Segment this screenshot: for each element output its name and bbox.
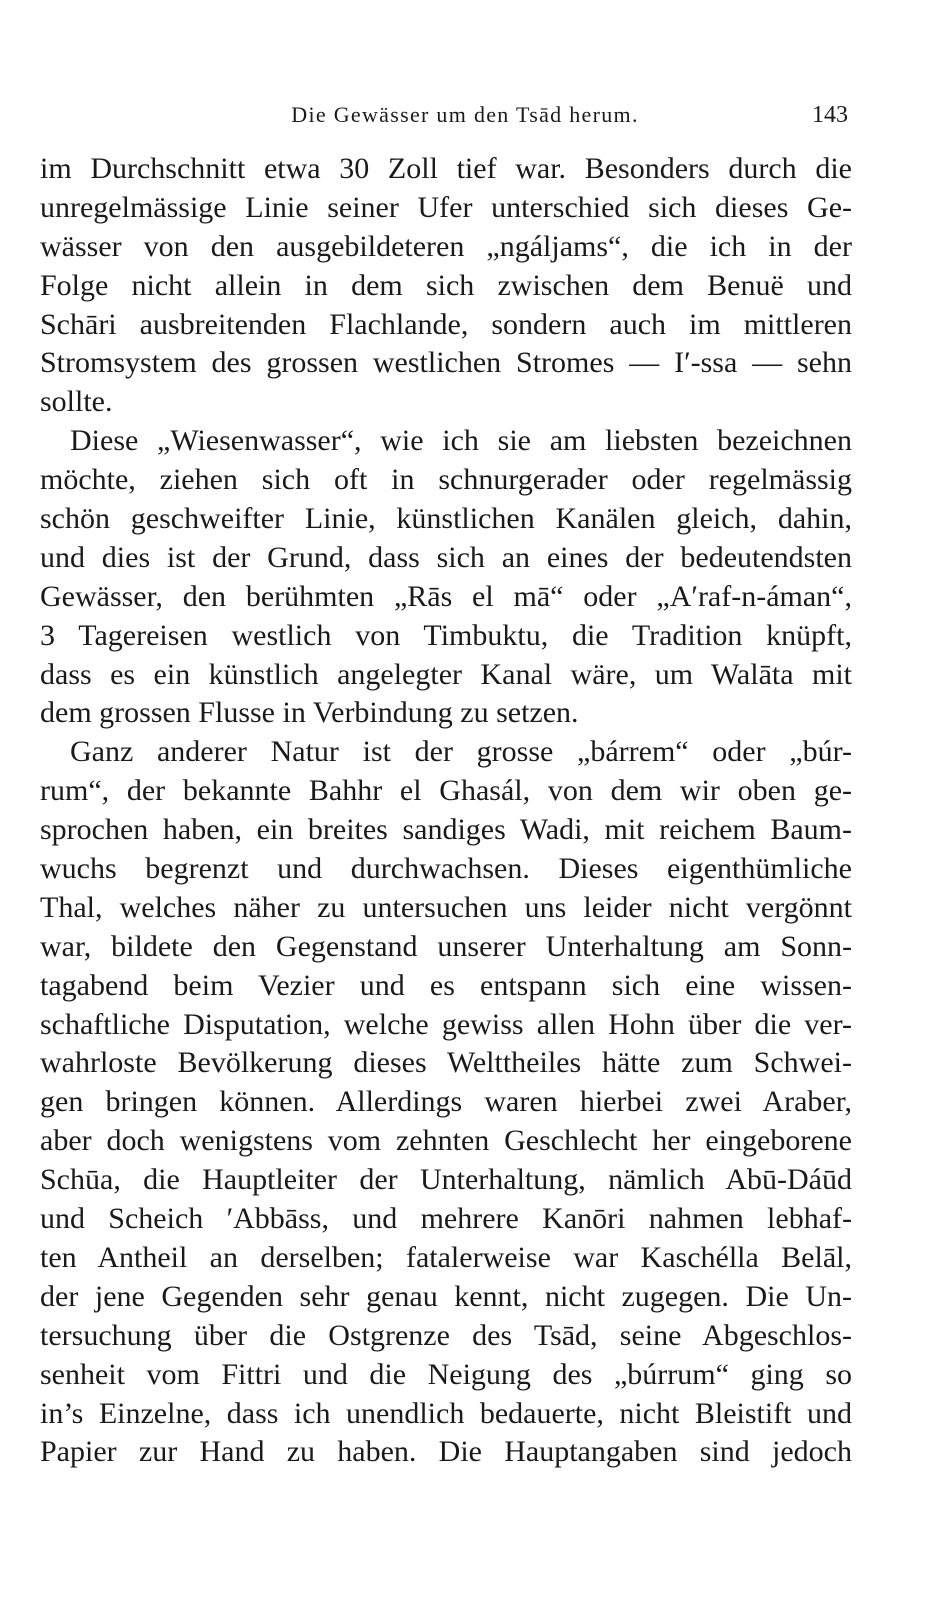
- text-line: Schūa, die Hauptleiter der Unterhaltung, nämlich Abū-Dáūd: [40, 1163, 852, 1197]
- text-line: ten Antheil an derselben; fatalerweise war Kaschélla Belāl,: [40, 1240, 852, 1274]
- paragraph: [40, 422, 852, 733]
- text-line: Papier zur Hand zu haben. Die Hauptangaben sind jedoch: [40, 1435, 852, 1469]
- text-line: sollte.: [40, 385, 113, 419]
- text-line: und Scheich ′Abbāss, und mehrere Kanōri nahmen lebhaf-: [40, 1202, 852, 1236]
- text-line: Thal, welches näher zu untersuchen uns leider nicht vergönnt: [40, 890, 852, 924]
- text-line: tersuchung über die Ostgrenze des Tsād, seine Abgeschlos-: [40, 1318, 852, 1352]
- text-line: tagabend beim Vezier und es entspann sich eine wissen-: [40, 968, 852, 1002]
- text-line: Gewässer, den berühmten „Rās el mā“ oder „A′raf-n-áman“,: [40, 579, 852, 613]
- body-text: [40, 150, 852, 1472]
- text-line: aber doch wenigstens vom zehnten Geschlecht her eingeborene: [40, 1124, 852, 1158]
- text-line: wässer von den ausgebildeteren „ngáljams“, die ich in der: [40, 229, 852, 263]
- text-line: und dies ist der Grund, dass sich an eines der bedeutendsten: [40, 540, 852, 574]
- text-line: möchte, ziehen sich oft in schnurgerader oder regelmässig: [40, 463, 852, 497]
- paragraph: [40, 150, 852, 422]
- text-line: wahrloste Bevölkerung dieses Welttheiles hätte zum Schwei-: [40, 1046, 852, 1080]
- running-head: [0, 98, 930, 138]
- text-line: Diese „Wiesenwasser“, wie ich sie am liebsten bezeichnen: [70, 424, 852, 458]
- page-number: 143: [812, 102, 848, 128]
- text-line: schaftliche Disputation, welche gewiss allen Hohn über die ver-: [40, 1007, 852, 1041]
- text-line: schön geschweifter Linie, künstlichen Kanälen gleich, dahin,: [40, 502, 852, 536]
- text-line: Folge nicht allein in dem sich zwischen dem Benuë und: [40, 268, 852, 302]
- running-head-title: Die Gewässer um den Tsād herum.: [291, 102, 639, 127]
- text-line: Ganz anderer Natur ist der grosse „bárrem“ oder „búr-: [70, 735, 852, 769]
- text-line: dass es ein künstlich angelegter Kanal wäre, um Walāta mit: [40, 657, 852, 691]
- text-line: Stromsystem des grossen westlichen Stromes — I′-ssa — sehn: [40, 346, 852, 380]
- text-line: senheit vom Fittri und die Neigung des „búrrum“ ging so: [40, 1357, 852, 1391]
- text-line: war, bildete den Gegenstand unserer Unterhaltung am Sonn-: [40, 929, 852, 963]
- text-line: in’s Einzelne, dass ich unendlich bedauerte, nicht Bleistift und: [40, 1396, 852, 1430]
- text-line: Schāri ausbreitenden Flachlande, sondern auch im mittleren: [40, 307, 852, 341]
- text-line: wuchs begrenzt und durchwachsen. Dieses eigenthümliche: [40, 852, 852, 886]
- text-line: gen bringen können. Allerdings waren hierbei zwei Araber,: [40, 1085, 852, 1119]
- text-line: dem grossen Flusse in Verbindung zu setzen.: [40, 696, 579, 730]
- text-line: unregelmässige Linie seiner Ufer unterschied sich dieses Ge-: [40, 190, 852, 224]
- text-line: der jene Gegenden sehr genau kennt, nicht zugegen. Die Un-: [40, 1279, 852, 1313]
- text-line: rum“, der bekannte Bahhr el Ghasál, von dem wir oben ge-: [40, 774, 852, 808]
- paragraph: [40, 733, 852, 1472]
- text-line: 3 Tagereisen westlich von Timbuktu, die Tradition knüpft,: [40, 618, 852, 652]
- text-line: sprochen haben, ein breites sandiges Wadi, mit reichem Baum-: [40, 813, 852, 847]
- text-line: im Durchschnitt etwa 30 Zoll tief war. Besonders durch die: [40, 152, 852, 185]
